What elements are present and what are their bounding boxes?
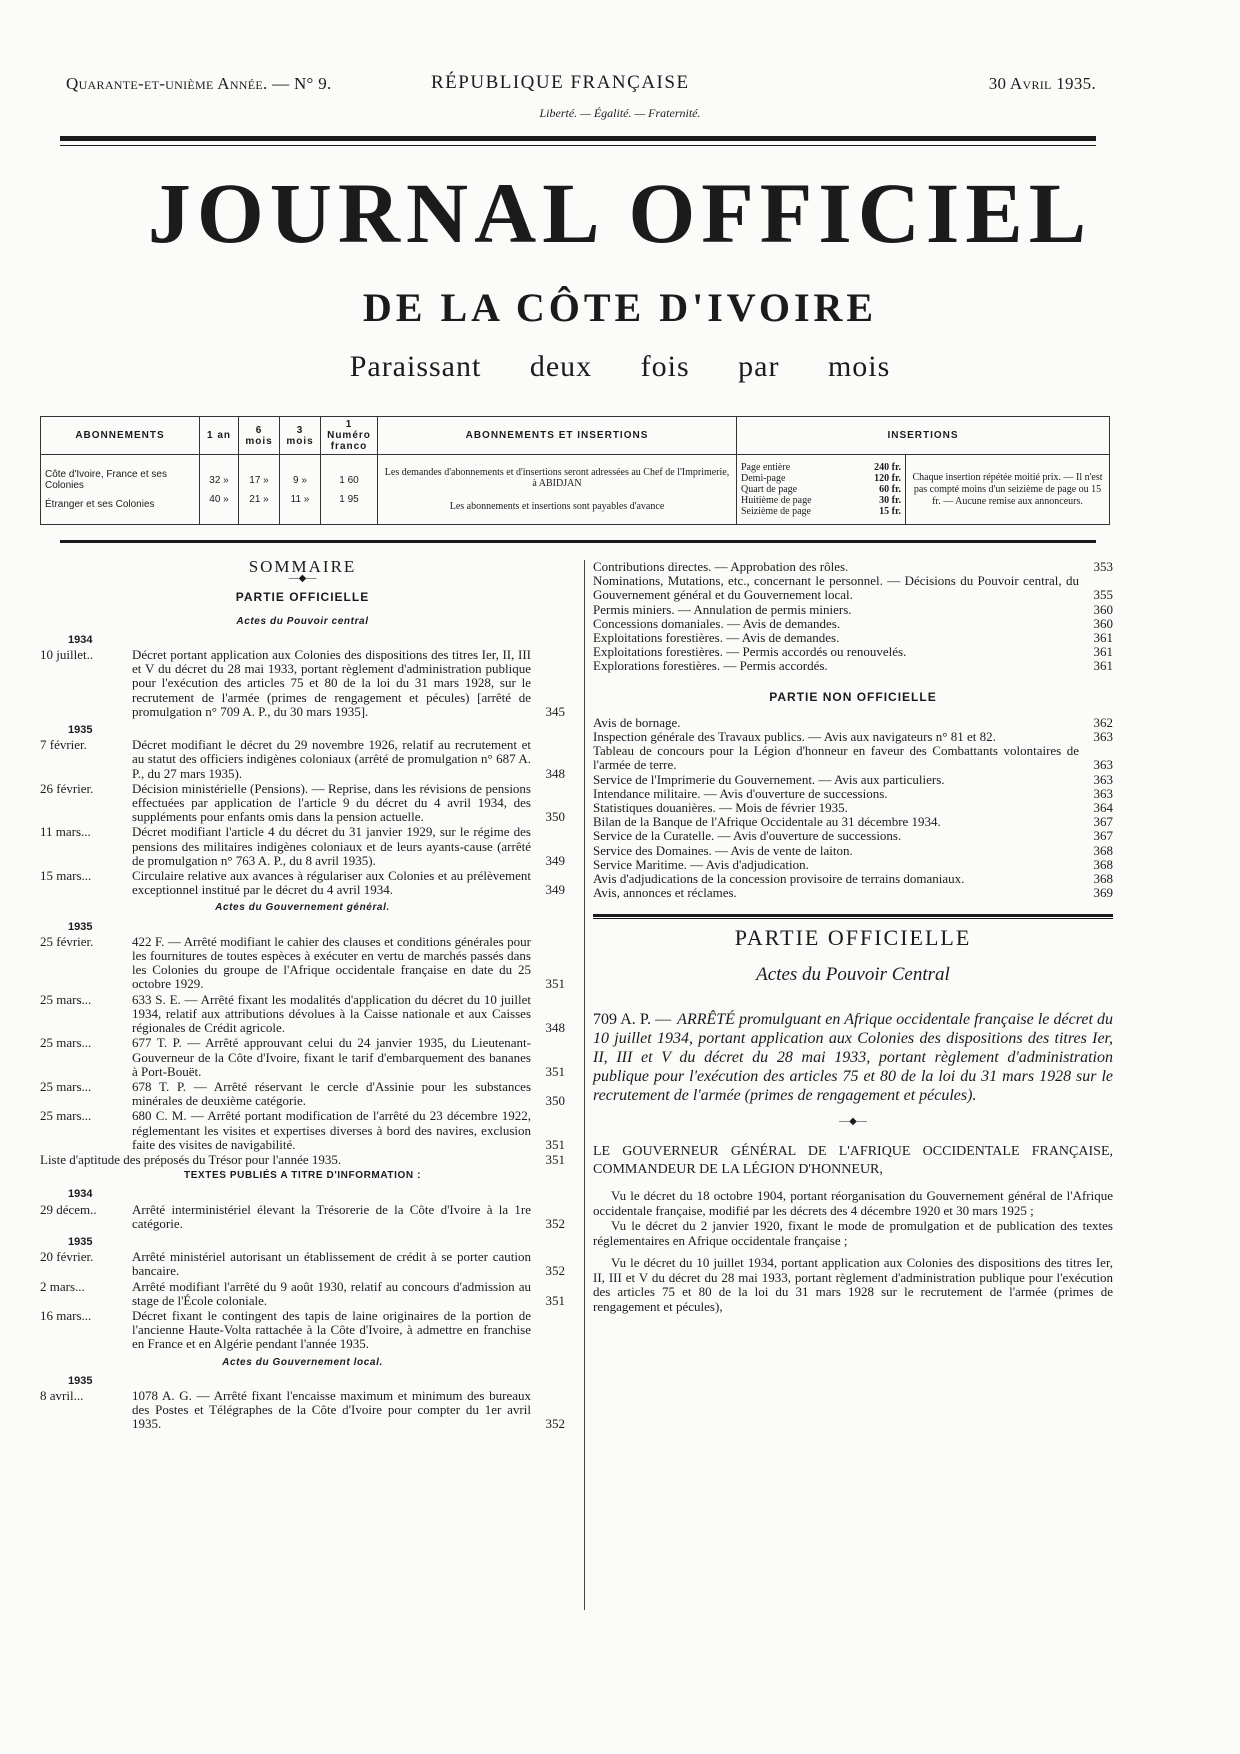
- entry-date: 16 mars...: [40, 1307, 92, 1323]
- sommaire-entry: [593, 744, 1113, 772]
- th-6mois: 6 mois: [239, 417, 280, 455]
- sommaire-entry: [40, 1280, 565, 1308]
- sommaire-entry: [40, 1389, 565, 1432]
- entry-page: 368: [1093, 856, 1113, 872]
- entry-page: 368: [1093, 871, 1113, 887]
- sommaire-entry: [40, 738, 565, 781]
- entry-text: Statistiques douanières. — Mois de février 1935.: [593, 800, 848, 816]
- entry-text: Avis d'adjudications de la concession provisoire de terrains domaniaux.: [593, 871, 965, 887]
- header-rule-thin: [60, 145, 1096, 146]
- entry-text: Décret modifiant le décret du 29 novembre 1926, relatif au recrutement et au statut des officiers indigènes coloniaux (arrêté de promulgation n° 687 A. P., du 27 mars 1935).: [132, 737, 531, 781]
- entry-page: 352: [545, 1416, 565, 1432]
- entry-date: 2 mars...: [40, 1278, 85, 1294]
- entry-text: Avis, annonces et réclames.: [593, 885, 737, 901]
- entry-page: 352: [545, 1215, 565, 1231]
- partie-officielle-heading: PARTIE OFFICIELLE: [235, 590, 370, 605]
- section-rule-thin: [593, 918, 1113, 919]
- governor-heading: LE GOUVERNEUR GÉNÉRAL DE L'AFRIQUE OCCIDENTALE FRANÇAISE, COMMANDEUR DE LA LÉGION D'HONNEUR,: [593, 1144, 1113, 1178]
- header-rule: [60, 136, 1096, 141]
- actes-pouvoir-central-heading: Actes du Pouvoir central: [236, 615, 369, 627]
- notice-payment: Les abonnements et insertions sont payables d'avance: [449, 501, 665, 512]
- entry-page: 348: [545, 1020, 565, 1036]
- entry-text: Décret portant application aux Colonies des dispositions des titres Ier, II, III et V du décret du 28 mai 1933, portant règlement d'administration publique pour l'exécution des articles 75 et 80 de la loi du 31 mars 1928, sur le recrutement de l'armée (primes de rengagement et pécules) [arrêté de promulgation n° 709 A. P., du 30 mars 1935].: [132, 647, 531, 719]
- sommaire-entry: [40, 825, 565, 868]
- sommaire-entry: [40, 1109, 565, 1152]
- entry-date: 25 mars...: [40, 1035, 92, 1051]
- entry-page: 351: [545, 976, 565, 992]
- rate-row: [741, 473, 901, 484]
- entry-date: 25 mars...: [40, 991, 92, 1007]
- entry-page: 368: [1093, 842, 1113, 858]
- entry-text: 677 T. P. — Arrêté approuvant celui du 24 janvier 1935, du Lieutenant-Gouverneur de la Côte d'Ivoire, fixant le tarif d'embarquement des bananes à Port-Bouët.: [132, 1035, 531, 1079]
- section-rule: [593, 914, 1113, 917]
- sub-labels: [41, 455, 200, 525]
- entry-text: Permis miniers. — Annulation de permis miniers.: [593, 601, 852, 617]
- arrete-title-block: [593, 1010, 1113, 1105]
- entry-text: Arrêté interministériel élevant la Trésorerie de la Côte d'Ivoire à la 1re catégorie.: [132, 1201, 531, 1231]
- sommaire-entry: [593, 716, 1113, 730]
- sommaire-entry: [593, 574, 1113, 602]
- entry-text: Avis de bornage.: [593, 714, 681, 730]
- rate-row: [741, 462, 901, 473]
- entry-text: Bilan de la Banque de l'Afrique Occidentale au 31 décembre 1934.: [593, 814, 941, 830]
- entry-date: 7 février.: [40, 737, 87, 753]
- rate-label: Page entière: [741, 462, 791, 473]
- entry-date: 20 février.: [40, 1249, 94, 1265]
- entry-page: 351: [545, 1292, 565, 1308]
- liste-entry: [40, 1153, 565, 1167]
- entry-date: 29 décem..: [40, 1201, 97, 1217]
- sommaire-entry: [40, 1036, 565, 1079]
- entry-date: 25 mars...: [40, 1078, 92, 1094]
- th-1an: 1 an: [200, 417, 239, 455]
- entry-text: Exploitations forestières. — Avis de demandes.: [593, 630, 840, 646]
- entry-page: 353: [1093, 559, 1113, 574]
- masthead-frequency: Paraissant deux fois par mois: [349, 350, 891, 383]
- textes-information-heading: TEXTES PUBLIÉS A TITRE D'INFORMATION :: [183, 1170, 422, 1182]
- entry-text: Nominations, Mutations, etc., concernant le personnel. — Décisions du Pouvoir central, du Gouvernement général et du Gouvernement local.: [593, 573, 1079, 603]
- arrete-number: 709 A. P. —: [593, 1010, 672, 1028]
- rate-row: [741, 495, 901, 506]
- entry-page: 367: [1093, 828, 1113, 844]
- th-abonnements-insertions: ABONNEMENTS ET INSERTIONS: [378, 417, 737, 455]
- entry-page: 355: [1093, 587, 1113, 603]
- rate-label: Demi-page: [741, 473, 786, 484]
- year-number: Quarante-et-unième Année. — N° 9.: [66, 74, 332, 93]
- sommaire-entry: [40, 869, 565, 897]
- entry-text: Arrêté modifiant l'arrêté du 9 août 1930, relatif au concours d'admission au stage de l'École coloniale.: [132, 1278, 531, 1308]
- sommaire-entry: [593, 787, 1113, 801]
- sommaire-entry: [40, 1250, 565, 1278]
- sommaire-entry: [593, 659, 1113, 673]
- entry-page: 367: [1093, 814, 1113, 830]
- partie-non-officielle-heading: PARTIE NON OFFICIELLE: [769, 689, 937, 704]
- entry-text: 680 C. M. — Arrêté portant modification de l'arrêté du 23 décembre 1922, réglementant les visites et expertises diverses à bord des navires, exclusion faite des visites de navigabilité.: [132, 1108, 531, 1152]
- motto: Liberté. — Égalité. — Fraternité.: [539, 106, 701, 120]
- entry-page: 349: [545, 852, 565, 868]
- entry-page: 369: [1093, 885, 1113, 901]
- sommaire-entry: [593, 829, 1113, 843]
- year-label: 1935: [68, 724, 93, 737]
- rate-price: 120 fr.: [874, 473, 901, 484]
- sommaire-entry: [593, 815, 1113, 829]
- price: 1 60: [339, 474, 359, 486]
- entry-page: 351: [545, 1063, 565, 1079]
- year-label: 1934: [68, 1188, 93, 1201]
- entry-page: 360: [1093, 615, 1113, 631]
- price: 17 »: [249, 474, 269, 486]
- entry-text: Arrêté ministériel autorisant un établissement de crédit à se porter caution bancaire.: [132, 1249, 531, 1279]
- entry-page: 348: [545, 765, 565, 781]
- sommaire-entry: [593, 617, 1113, 631]
- entry-page: 363: [1093, 757, 1113, 773]
- entry-text: 422 F. — Arrêté modifiant le cahier des clauses et conditions générales pour les fournitures de toutes espèces à exécuter en vertu de marchés passés dans les Colonies du groupe de l'Afrique occidentale française en date du 25 octobre 1929.: [132, 933, 531, 992]
- entry-page: 363: [1093, 785, 1113, 801]
- entry-page: 352: [545, 1263, 565, 1279]
- rate-label: Quart de page: [741, 484, 798, 495]
- right-column: [593, 560, 1113, 1314]
- entry-page: 363: [1093, 771, 1113, 787]
- vu-paragraph: Vu le décret du 18 octobre 1904, portant réorganisation du Gouvernement général de l'Afrique occidentale française, modifié par les décrets des 4 décembre 1920 et 30 mars 1925 ;: [593, 1188, 1113, 1218]
- entry-text: Tableau de concours pour la Légion d'honneur en faveur des Combattants volontaires de l'armée de terre.: [593, 743, 1079, 773]
- entry-text: 678 T. P. — Arrêté réservant le cercle d'Assinie pour les substances minérales de deuxième catégorie.: [132, 1078, 531, 1109]
- entry-date: 11 mars...: [40, 824, 91, 840]
- entry-page: 350: [545, 809, 565, 825]
- sub-3mois: [280, 455, 321, 525]
- rate-row: [741, 484, 901, 495]
- issue-date: 30 Avril 1935.: [988, 74, 1096, 93]
- sommaire-entry: [40, 935, 565, 992]
- sommaire-entry: [593, 603, 1113, 617]
- th-3mois: 3 mois: [280, 417, 321, 455]
- masthead-subtitle: DE LA CÔTE D'IVOIRE: [362, 285, 878, 330]
- ornament: —◆—: [288, 573, 317, 585]
- entry-date: 8 avril...: [40, 1387, 84, 1403]
- entry-text: Circulaire relative aux avances à régulariser aux Colonies et au prélèvement exceptionnel institué par le décret du 4 avril 1934.: [132, 868, 531, 898]
- rate-row: [741, 506, 901, 517]
- entry-text: Décret modifiant l'article 4 du décret du 31 janvier 1929, sur le régime des pensions des militaires indigènes coloniaux et de leurs ayants-cause (arrêté de promulgation n° 763 A. P., du 8 avril 1935).: [132, 824, 531, 868]
- sommaire-entry: [40, 1080, 565, 1108]
- arrete-title: ARRÊTÉ promulguant en Afrique occidentale française le décret du 10 juillet 1934, portant application aux Colonies des dispositions des titres Ier, II, III et V du décret du 28 mai 1933, portant règlement d'administration publique pour l'exécution des articles 75 et 80 de la loi du 31 mars 1928 sur le recrutement de l'armée (primes de rengagement et pécules).: [593, 1010, 1114, 1104]
- entry-date: 26 février.: [40, 780, 94, 796]
- sommaire-column: [40, 557, 565, 1432]
- entry-text: Décision ministérielle (Pensions). — Reprise, dans les révisions de pensions effectuées par application de l'article 9 du décret du 4 avril 1934, des suppléments pour enfants omis dans la pension actuelle.: [132, 780, 531, 825]
- entry-text: Concessions domaniales. — Avis de demandes.: [593, 615, 841, 631]
- vu-paragraph: Vu le décret du 10 juillet 1934, portant application aux Colonies des dispositions des titres Ier, II, III et V du décret du 28 mai 1933, portant règlement d'administration publique pour l'exécution des articles 75 et 80 de la loi du 31 mars 1928 sur le recrutement de l'armée (primes de rengagement et pécules),: [593, 1255, 1113, 1314]
- price: 21 »: [249, 493, 269, 505]
- th-insertions: INSERTIONS: [737, 417, 1110, 455]
- sommaire-entry: [593, 560, 1113, 574]
- sommaire-entry: [593, 858, 1113, 872]
- entry-text: Service des Domaines. — Avis de vente de laiton.: [593, 842, 853, 858]
- entry-page: 360: [1093, 601, 1113, 617]
- entry-text: Décret fixant le contingent des tapis de laine originaires de la portion de l'ancienne Haute-Volta rattachée à la Côte d'Ivoire, à admettre en franchise en France et en Algérie pendant l'année 1935.: [132, 1307, 531, 1352]
- insertion-rates: [737, 455, 906, 525]
- entry-page: 351: [545, 1151, 565, 1167]
- entry-date: 25 février.: [40, 933, 94, 949]
- main-section-title: PARTIE OFFICIELLE: [734, 925, 972, 951]
- price: 40 »: [209, 493, 229, 505]
- entry-text: Intendance militaire. — Avis d'ouverture de successions.: [593, 785, 888, 801]
- main-subsection: Actes du Pouvoir Central: [756, 963, 950, 985]
- entry-page: 351: [545, 1136, 565, 1152]
- sommaire-entry: [40, 648, 565, 719]
- actes-gouvernement-general-heading: Actes du Gouvernement général.: [215, 902, 390, 914]
- entry-text: Inspection générale des Travaux publics. — Avis aux navigateurs n° 81 et 82.: [593, 729, 996, 745]
- sub-row-label: Étranger et ses Colonies: [45, 499, 155, 510]
- sub-1an: [200, 455, 239, 525]
- entry-text: Exploitations forestières. — Permis accordés ou renouvelés.: [593, 644, 907, 660]
- entry-text: 633 S. E. — Arrêté fixant les modalités d'application du décret du 10 juillet 1934, relatif aux attributions dévolues à la Caisse nationale et aux Caisses régionales de Crédit agricole.: [132, 991, 531, 1036]
- rate-price: 30 fr.: [879, 495, 901, 506]
- year-label: 1935: [68, 1235, 93, 1248]
- sommaire-entry: [593, 886, 1113, 900]
- entry-text: Service de l'Imprimerie du Gouvernement. — Avis aux particuliers.: [593, 771, 945, 787]
- sommaire-entry: [593, 631, 1113, 645]
- entry-page: 361: [1093, 658, 1113, 674]
- price: 9 »: [293, 474, 307, 486]
- sommaire-entry: [593, 844, 1113, 858]
- entry-page: 350: [545, 1093, 565, 1109]
- sommaire-entry: [40, 1203, 565, 1231]
- republic-label: RÉPUBLIQUE FRANÇAISE: [431, 72, 690, 93]
- ornament: —◆—: [839, 1115, 867, 1127]
- entry-text: 1078 A. G. — Arrêté fixant l'encaisse maximum et minimum des bureaux des Postes et Télégraphes de la Côte d'Ivoire pour compter du 1er avril 1935.: [132, 1387, 531, 1432]
- th-abonnements: ABONNEMENTS: [41, 417, 200, 455]
- entry-page: 362: [1093, 714, 1113, 730]
- rates-note: Chaque insertion répétée moitié prix. — Il n'est pas compté moins d'un seizième de page ou 15 fr. — Aucune remise aux annonceurs.: [906, 455, 1110, 525]
- masthead-title: JOURNAL OFFICIEL: [147, 165, 1093, 261]
- sub-numero: [321, 455, 378, 525]
- sub-notices: [378, 455, 737, 525]
- entry-page: 363: [1093, 729, 1113, 745]
- rate-price: 60 fr.: [879, 484, 901, 495]
- entry-text: Liste d'aptitude des préposés du Trésor pour l'année 1935.: [40, 1151, 342, 1167]
- year-label: 1934: [68, 633, 93, 646]
- entry-page: 349: [545, 882, 565, 898]
- sommaire-title: SOMMAIRE: [248, 557, 357, 576]
- price: 1 95: [339, 493, 359, 505]
- rate-price: 15 fr.: [879, 506, 901, 517]
- entry-date: 15 mars...: [40, 868, 92, 884]
- entry-date: 25 mars...: [40, 1108, 92, 1124]
- column-divider: [584, 560, 585, 1610]
- th-numero: 1 Numéro franco: [321, 417, 378, 455]
- year-label: 1935: [68, 920, 93, 933]
- price: 11 »: [290, 493, 310, 505]
- sommaire-entry: [593, 872, 1113, 886]
- rate-label: Seizième de page: [741, 506, 811, 517]
- vu-paragraph: Vu le décret du 2 janvier 1920, fixant le mode de promulgation et de publication des textes réglementaires en Afrique occidentale française ;: [593, 1218, 1113, 1248]
- entry-page: 361: [1093, 630, 1113, 646]
- entry-text: Contributions directes. — Approbation des rôles.: [593, 559, 849, 574]
- sub-row-label: Côte d'Ivoire, France et ses Colonies: [45, 469, 167, 491]
- price: 32 »: [209, 474, 229, 486]
- notice-address: Les demandes d'abonnements et d'insertions seront adressées au Chef de l'Imprimerie, à ABIDJAN: [384, 467, 730, 489]
- sommaire-entry: [40, 1309, 565, 1352]
- entry-page: 345: [545, 703, 565, 719]
- table-rule: [60, 540, 1096, 543]
- entry-text: Service de la Curatelle. — Avis d'ouverture de successions.: [593, 828, 902, 844]
- sommaire-entry: [593, 773, 1113, 787]
- rate-label: Huitième de page: [741, 495, 812, 506]
- entry-page: 364: [1093, 800, 1113, 816]
- entry-text: Explorations forestières. — Permis accordés.: [593, 658, 828, 674]
- entry-text: Service Maritime. — Avis d'adjudication.: [593, 856, 809, 872]
- entry-date: 10 juillet..: [40, 647, 94, 663]
- sommaire-entry: [593, 730, 1113, 744]
- actes-gouvernement-local-heading: Actes du Gouvernement local.: [222, 1356, 383, 1368]
- sub-6mois: [239, 455, 280, 525]
- sommaire-entry: [593, 645, 1113, 659]
- year-label: 1935: [68, 1374, 93, 1387]
- rate-price: 240 fr.: [874, 462, 901, 473]
- sommaire-entry: [40, 782, 565, 825]
- subscription-table: [40, 416, 1110, 525]
- entry-page: 361: [1093, 644, 1113, 660]
- sommaire-entry: [40, 993, 565, 1036]
- sommaire-entry: [593, 801, 1113, 815]
